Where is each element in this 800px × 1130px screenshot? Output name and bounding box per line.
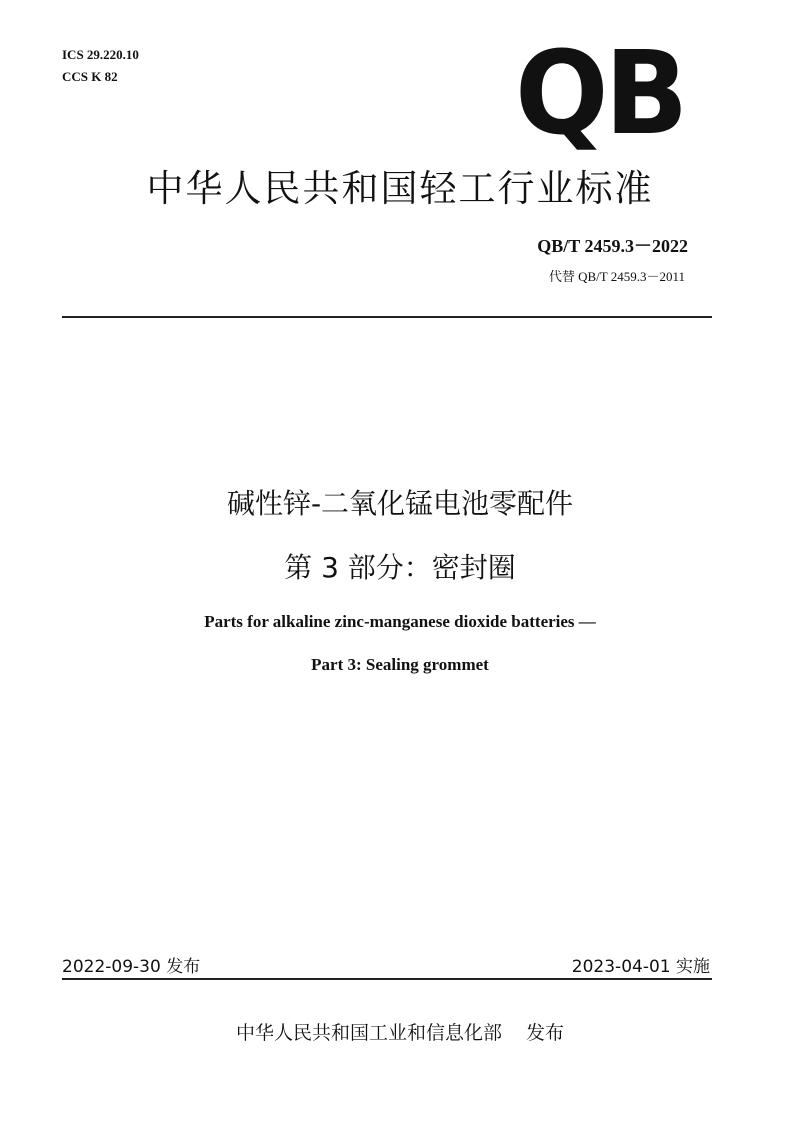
issuer-name: 中华人民共和国工业和信息化部 [235, 1022, 502, 1044]
qb-logo: QB [515, 26, 685, 161]
classification-codes [62, 44, 139, 88]
standard-title: 中华人民共和国轻工行业标准 [146, 167, 654, 210]
bottom-divider [62, 978, 712, 980]
replaces-standard: 代替 QB/T 2459.3－2011 [548, 269, 685, 284]
top-divider [62, 316, 712, 318]
ics-code: ICS 29.220.10 [62, 47, 139, 62]
document-title-en-line2: Part 3: Sealing grommet [311, 655, 489, 674]
issue-date: 2022-09-30 发布 [62, 957, 201, 977]
ccs-code: CCS K 82 [62, 69, 118, 84]
issuing-authority [0, 1018, 800, 1045]
document-title-cn-line1: 碱性锌-二氧化锰电池零配件 [226, 487, 574, 520]
implementation-date: 2023-04-01 实施 [571, 957, 710, 977]
standard-number: QB/T 2459.3－2022 [537, 236, 688, 256]
document-title-cn-line2: 第 3 部分：密封圈 [284, 551, 516, 584]
issuer-verb: 发布 [526, 1022, 565, 1044]
document-title-en-line1: Parts for alkaline zinc-manganese dioxide batteries — [204, 612, 596, 631]
